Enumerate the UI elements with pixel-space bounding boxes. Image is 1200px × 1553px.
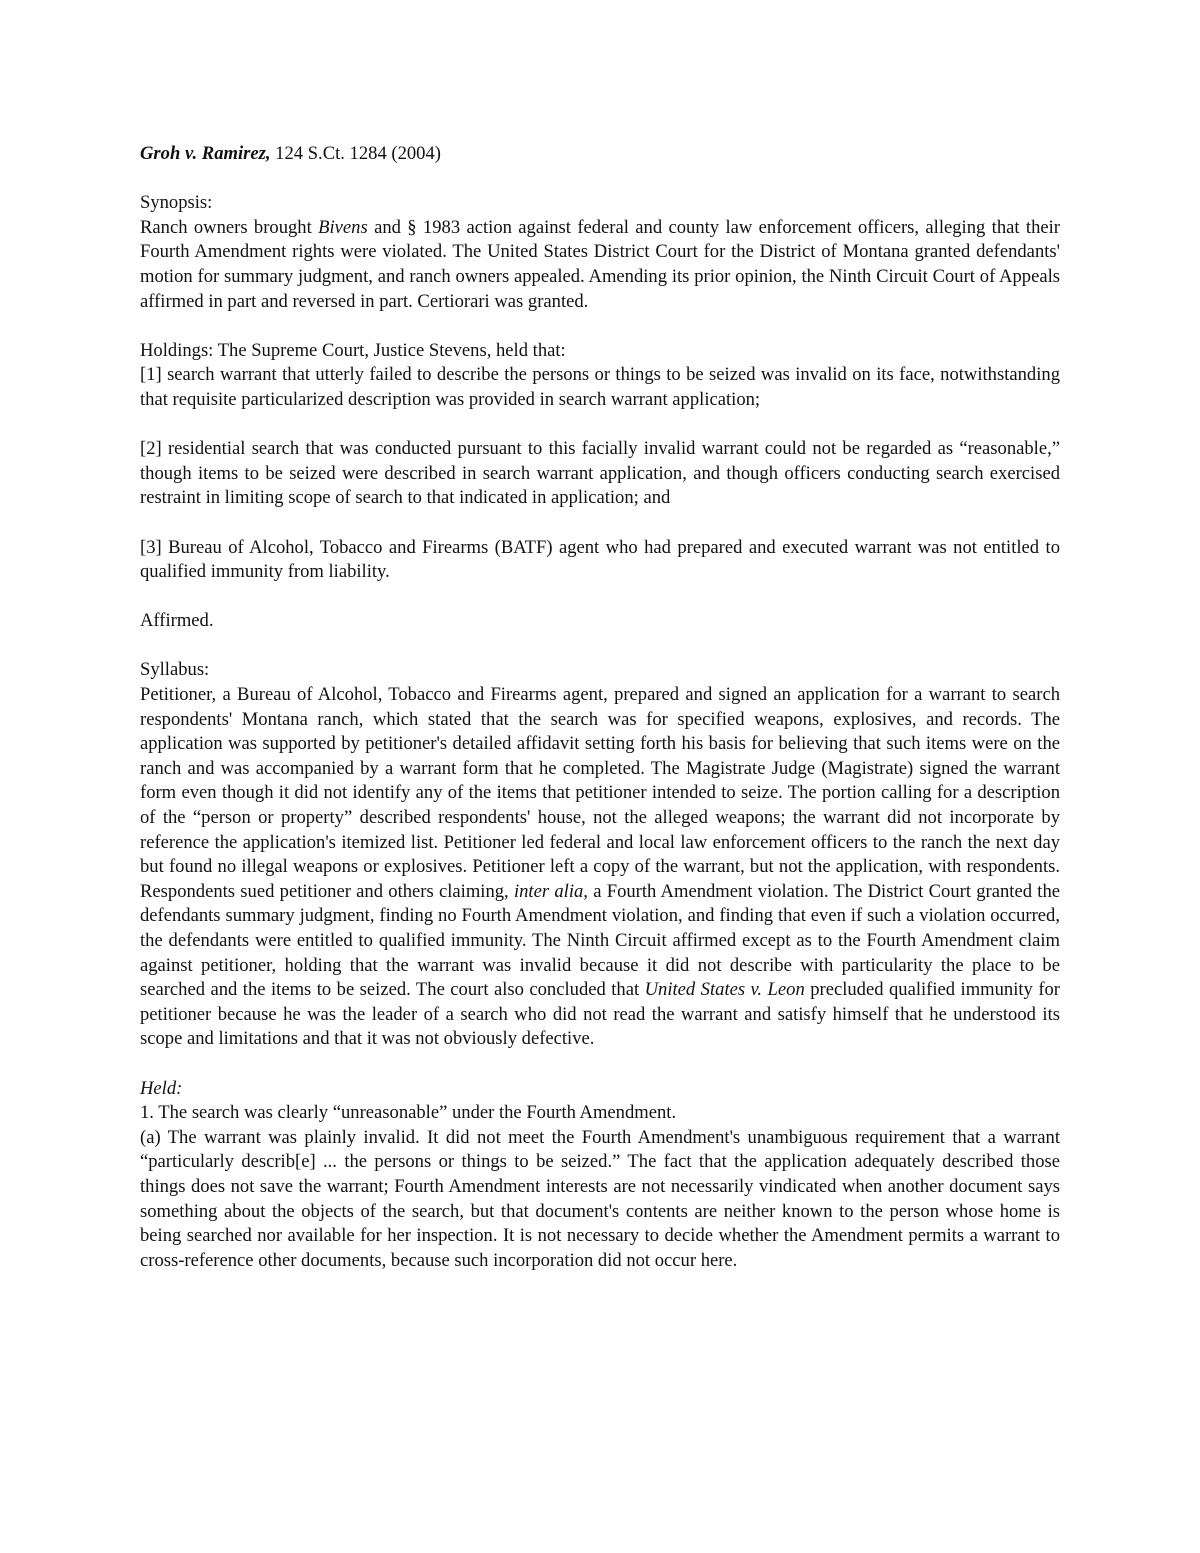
spacer — [140, 585, 1060, 610]
spacer — [140, 634, 1060, 659]
spacer — [140, 314, 1060, 339]
holdings-intro: Holdings: The Supreme Court, Justice Stevens, held that: — [140, 339, 566, 361]
synopsis-heading: Synopsis: — [140, 192, 213, 214]
syllabus-heading: Syllabus: — [140, 659, 210, 681]
held-point-1: 1. The search was clearly “unreasonable” under the Fourth Amendment. — [140, 1102, 677, 1124]
spacer — [140, 1052, 1060, 1077]
spacer — [140, 511, 1060, 536]
syllabus-paragraph — [140, 683, 1060, 1052]
held-point-1a: (a) The warrant was plainly invalid. It did not meet the Fourth Amendment's unambiguous requirement that a warrant “particularly describ[e] ... the persons or things to be seized.” The fact that the application adequately described those things does not save the warrant; Fourth Amendment interests are not necessarily vindicated when another document says something about the objects of the search, but that document's contents are neither known to the person whose home is being searched nor available for her inspection. It is not necessary to decide whether the Amendment permits a warrant to cross-reference other documents, because such incorporation did not occur here. — [140, 1126, 1060, 1271]
holding-1: [1] search warrant that utterly failed to describe the persons or things to be seized was invalid on its face, notwithstanding that requisite particularized description was provided in search warrant application; — [140, 364, 1060, 410]
syllabus-text-3: precluded qualified immunity for petitioner because he was the leader of a search who did not read the warrant and satisfy himself that he understood its scope and limitations and that it was not obviously defective. — [140, 979, 1060, 1050]
holding-3: [3] Bureau of Alcohol, Tobacco and Firearms (BATF) agent who had prepared and executed warrant was not entitled to qualified immunity from liability. — [140, 536, 1060, 583]
synopsis-text-2: and § 1983 action against federal and county law enforcement officers, alleging that their Fourth Amendment rights were violated. The United States District Court for the District of Montana granted defendants' motion for summary judgment, and ranch owners appealed. Amending its prior opinion, the Ninth Circuit Court of Appeals affirmed in part and reversed in part. Certiorari was granted. — [140, 216, 1060, 312]
case-citation: 124 S.Ct. 1284 (2004) — [270, 143, 441, 164]
syllabus-text-1: Petitioner, a Bureau of Alcohol, Tobacco and Firearms agent, prepared and signed an application for a warrant to search respondents' Montana ranch, which stated that the search was for specified weapons, explosives, and records. The application was supported by petitioner's detailed affidavit setting forth his basis for believing that such items were on the ranch and was accompanied by a warrant form that he completed. The Magistrate Judge (Magistrate) signed the warrant form even though it did not identify any of the items that petitioner intended to seize. The portion calling for a description of the “person or property” described respondents' house, not the alleged weapons; the warrant did not incorporate by reference the application's itemized list. Petitioner led federal and local law enforcement officers to the ranch the next day but found no illegal weapons or explosives. Petitioner left a copy of the warrant, but not the application, with respondents. Respondents sued petitioner and others claiming, — [140, 684, 1060, 902]
case-title — [140, 142, 1060, 167]
case-name: Groh v. Ramirez, — [140, 143, 271, 164]
syllabus-inter-alia: inter alia, — [513, 880, 588, 902]
synopsis-bivens: Bivens — [318, 216, 368, 238]
synopsis-text-1: Ranch owners brought — [140, 216, 319, 238]
syllabus-text-2: a Fourth Amendment violation. The District Court granted the defendants summary judgment, finding no Fourth Amendment violation, and finding that even if such a violation occurred, the defendants were entitled to qualified immunity. The Ninth Circuit affirmed except as to the Fourth Amendment claim against petitioner, holding that the warrant was invalid because it did not describe with particularity the place to be searched and the items to be seized. The court also concluded that — [140, 880, 1060, 1001]
document-page — [140, 142, 1060, 1273]
syllabus-leon: United States v. Leon — [644, 979, 805, 1001]
held-heading: Held: — [140, 1077, 183, 1099]
spacer — [140, 167, 1060, 192]
spacer — [140, 413, 1060, 438]
holding-2: [2] residential search that was conducted pursuant to this facially invalid warrant could not be regarded as “reasonable,” though items to be seized were described in search warrant application, and though officers conducting search exercised restraint in limiting scope of search to that indicated in application; and — [140, 438, 1060, 509]
synopsis-paragraph — [140, 216, 1060, 314]
disposition: Affirmed. — [140, 610, 214, 632]
